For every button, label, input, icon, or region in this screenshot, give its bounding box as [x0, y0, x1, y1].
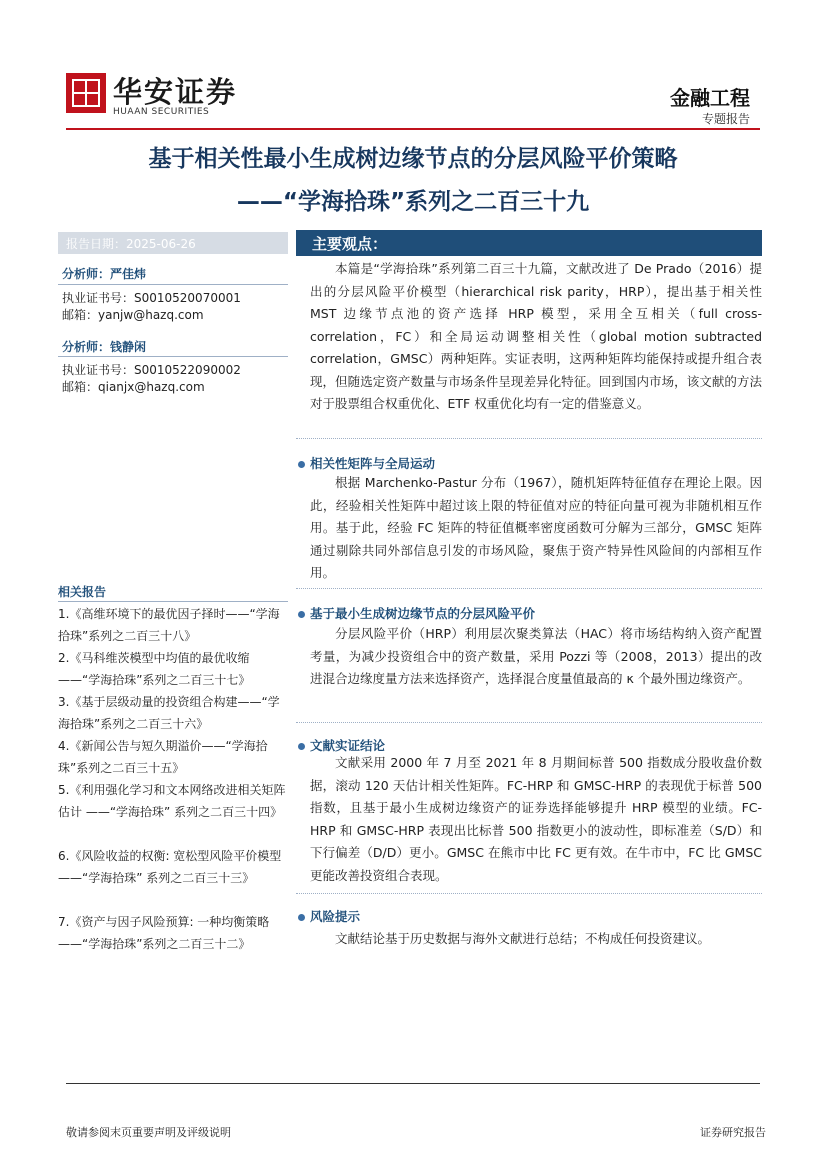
section-paragraph: 根据 Marchenko-Pastur 分布（1967），随机矩阵特征值存在理论上限。因此，经验相关性矩阵中超过该上限的特征值对应的特征向量可视为非随机相互作用。基于此，经验 FC 矩阵的特征值概率密度函数可分解为三部分，GMSC 矩阵通过剔除共同外部信息引发的市场风险，聚焦于资产特异性风险间的内部相互作用。: [310, 475, 762, 580]
divider: [296, 722, 762, 723]
related-report-item[interactable]: 4.《新闻公告与短久期溢价——“学海拾珠”系列之二百三十五》: [58, 739, 268, 775]
section-heading: [298, 604, 535, 622]
bullet-icon: [298, 743, 305, 750]
main-points-title: 主要观点：: [312, 235, 388, 253]
footer-divider: [66, 1083, 760, 1084]
bullet-icon: [298, 611, 305, 618]
section-heading-text: 相关性矩阵与全局运动: [310, 456, 436, 471]
related-report-item[interactable]: 2.《马科维茨模型中均值的最优收缩——“学海拾珠”系列之二百三十七》: [58, 651, 251, 687]
related-reports-title: 相关报告: [58, 585, 107, 599]
section-paragraph: 文献结论基于历史数据与海外文献进行总结；不构成任何投资建议。: [335, 931, 711, 946]
intro-paragraph: 本篇是“学海拾珠”系列第二百三十九篇，文献改进了 De Prado（2016）提出的分层风险平价模型（hierarchical risk parity，HRP），提出基于相关性 MST 边缘节点池的资产选择 HRP 模型，采用全互相关（full cross-correlation，FC）和全局运动调整相关性（global motion subtracted correlation，GMSC）两种矩阵。实证表明，这两种矩阵均能保持或提升组合表现，但随选定资产数量与市场条件呈现差异化特征。回到国内市场，该文献的方法对于股票组合权重优化、ETF 权重优化均有一定的借鉴意义。: [310, 261, 762, 411]
analyst-email: 邮箱：yanjw@hazq.com: [62, 308, 204, 322]
related-report-item[interactable]: 5.《利用强化学习和文本网络改进相关矩阵估计 ——“学海拾珠” 系列之二百三十四》: [58, 783, 286, 819]
divider: [58, 601, 288, 602]
analyst-cert: 执业证书号：S0010520070001: [62, 291, 241, 305]
related-report-item[interactable]: 3.《基于层级动量的投资组合构建——“学海拾珠”系列之二百三十六》: [58, 695, 280, 731]
divider: [296, 588, 762, 589]
footer-disclaimer: 敬请参阅末页重要声明及评级说明: [66, 1126, 231, 1139]
analyst-cert: 执业证书号：S0010522090002: [62, 363, 241, 377]
section-label: 金融工程: [670, 86, 750, 110]
section-heading-text: 基于最小生成树边缘节点的分层风险平价: [310, 606, 536, 621]
section-heading-text: 文献实证结论: [310, 738, 386, 753]
header-divider: [66, 128, 760, 130]
divider: [296, 893, 762, 894]
page-subtitle: ——“学海拾珠”系列之二百三十九: [236, 189, 590, 215]
section-paragraph: 分层风险平价（HRP）利用层次聚类算法（HAC）将市场结构纳入资产配置考量，为减少投资组合中的资产数量，采用 Pozzi 等（2008，2013）提出的改进混合边缘度量方法来选择资产，选择混合度量值最高的 κ 个最外围边缘资产。: [310, 626, 762, 686]
related-report-item[interactable]: 6.《风险收益的权衡: 宽松型风险平价模型 ——“学海拾珠” 系列之二百三十三》: [58, 849, 282, 885]
related-report-item[interactable]: 7.《资产与因子风险预算: 一种均衡策略——“学海拾珠”系列之二百三十二》: [58, 915, 270, 951]
divider: [58, 356, 288, 357]
divider: [296, 438, 762, 439]
related-report-item[interactable]: 1.《高维环境下的最优因子择时——“学海拾珠”系列之二百三十八》: [58, 607, 280, 643]
bullet-icon: [298, 461, 305, 468]
logo-english-name: HUAAN SECURITIES: [113, 107, 210, 117]
logo-icon: [66, 73, 106, 113]
report-date: 报告日期：2025-06-26: [66, 237, 196, 251]
logo-chinese-name: 华安证券: [113, 75, 238, 109]
section-heading: [298, 454, 435, 472]
section-heading: [298, 907, 360, 925]
divider: [58, 284, 288, 285]
section-heading-text: 风险提示: [310, 909, 361, 924]
report-type: 专题报告: [701, 112, 750, 126]
analyst-name: 分析师：严佳炜: [62, 267, 147, 281]
section-paragraph: 文献采用 2000 年 7 月至 2021 年 8 月期间标普 500 指数成分股收盘价数据，滚动 120 天估计相关性矩阵。FC-HRP 和 GMSC-HRP 的表现优于标普 500 指数，且基于最小生成树边缘资产的证券选择能够提升 HRP 模型的业绩。FC-HRP 和 GMSC-HRP 表现出比标普 500 指数更小的波动性，即标准差（S/D）和下行偏差（D/D）更小。GMSC 在熊市中比 FC 更有效。在牛市中，FC 比 GMSC 更能改善投资组合表现。: [310, 755, 762, 883]
page-title: 基于相关性最小生成树边缘节点的分层风险平价策略: [148, 146, 678, 172]
analyst-email: 邮箱：qianjx@hazq.com: [62, 380, 205, 394]
bullet-icon: [298, 914, 305, 921]
footer-label: 证券研究报告: [700, 1126, 766, 1139]
analyst-name: 分析师：钱静闲: [62, 340, 147, 354]
